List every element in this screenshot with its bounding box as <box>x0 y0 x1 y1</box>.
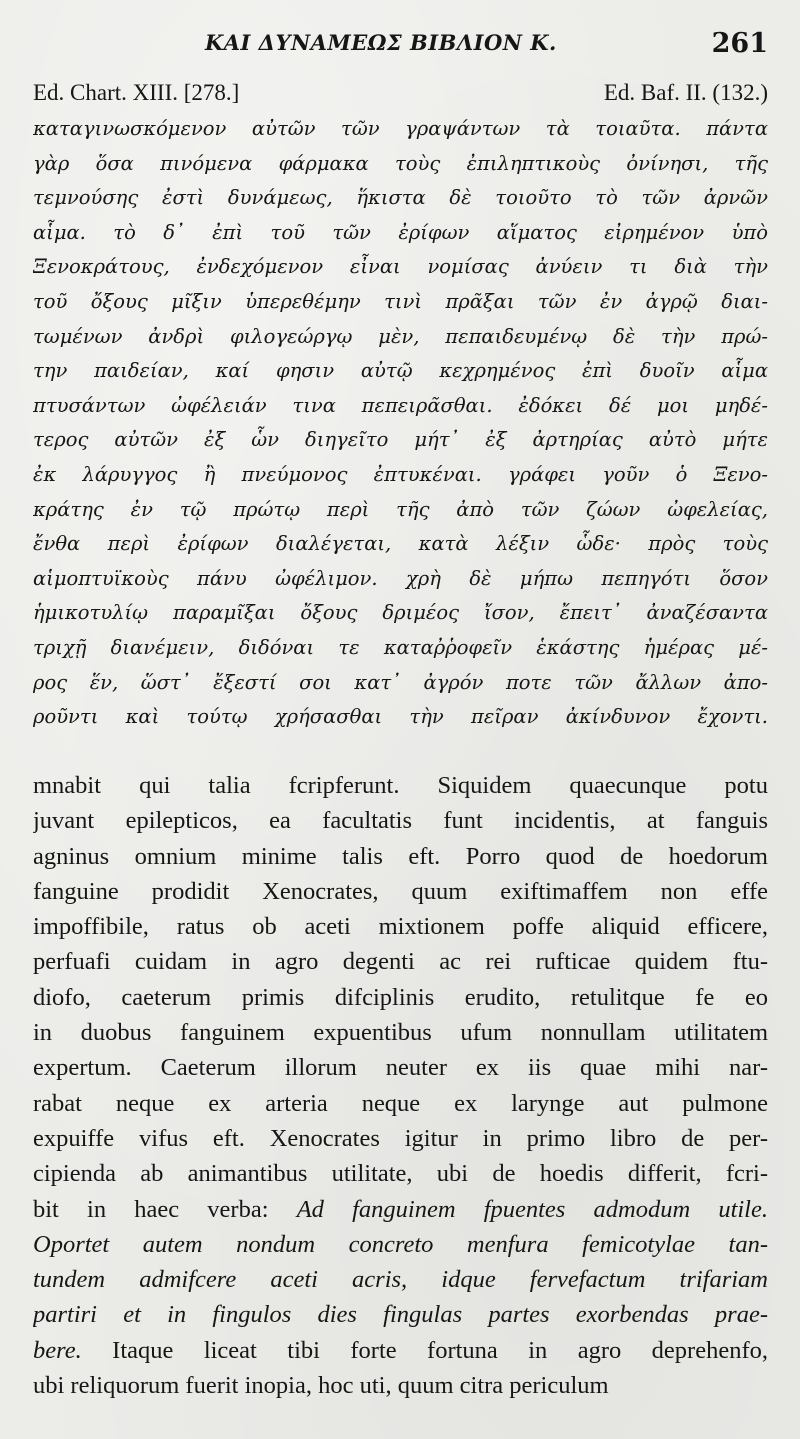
latin-line <box>33 980 768 1015</box>
latin-line <box>33 1156 768 1191</box>
latin-line <box>33 944 768 979</box>
latin-segment: agninus omnium minime talis eft. Porro quod de hoedorum <box>33 842 768 870</box>
greek-line: ἐκ λάρυγγος ἢ πνεύμονος ἐπτυκέναι. γράφει γοῦν ὁ Ξενο- <box>33 462 768 486</box>
greek-line: τωμένων ἀνδρὶ φιλογεώργῳ μὲν, πεπαιδευμένῳ δὲ τὴν πρώ- <box>33 324 768 348</box>
latin-segment: juvant epilepticos, ea facultatis funt incidentis, at fanguis <box>33 807 768 835</box>
latin-line <box>33 839 768 874</box>
greek-line: αἷμα. τὸ δ᾿ ἐπὶ τοῦ τῶν ἐρίφων αἵματος εἰρημένον ὑπὸ <box>33 220 768 244</box>
latin-line <box>33 1050 768 1085</box>
latin-line <box>33 1262 768 1297</box>
latin-italic-segment: tundem admifcere aceti acris, idque fervefactum trifariam <box>33 1266 768 1294</box>
latin-line <box>33 1333 768 1368</box>
greek-line: κράτης ἐν τῷ πρώτῳ περὶ τῆς ἀπὸ τῶν ζώων ὠφελείας, <box>33 497 768 521</box>
latin-segment: diofo, caeterum primis difciplinis erudito, retulitque fe eo <box>33 983 768 1011</box>
latin-segment: impoffibile, ratus ob aceti mixtionem poffe aliquid efficere, <box>33 913 768 941</box>
edition-reference-right: Ed. Baf. II. (132.) <box>603 80 768 105</box>
page-number: 261 <box>711 28 768 59</box>
greek-line: πτυσάντων ὠφέλειάν τινα πεπειρᾶσθαι. ἐδόκει δέ μοι μηδέ- <box>33 393 768 417</box>
latin-line <box>33 768 768 803</box>
latin-segment: expertum. Caeterum illorum neuter ex iis quae mihi nar- <box>33 1054 768 1082</box>
latin-line <box>33 1297 768 1332</box>
latin-line <box>33 909 768 944</box>
latin-segment: fanguine prodidit Xenocrates, quum exiftimaffem non effe <box>33 877 768 905</box>
latin-segment: rabat neque ex arteria neque ex larynge aut pulmone <box>33 1089 768 1117</box>
latin-line <box>33 1015 768 1050</box>
greek-line: Ξενοκράτους, ἐνδεχόμενον εἶναι νομίσας ἀνύειν τι διὰ τὴν <box>33 255 768 279</box>
latin-segment: ubi reliquorum fuerit inopia, hoc uti, quum citra periculum <box>33 1372 609 1400</box>
greek-line: τριχῇ διανέμειν, διδόναι τε καταῤῥοφεῖν ἑκάστης ἡμέρας μέ- <box>33 635 768 659</box>
greek-line: τεμνούσης ἐστὶ δυνάμεως, ἥκιστα δὲ τοιοῦτο τὸ τῶν ἀρνῶν <box>33 186 768 210</box>
latin-segment: in duobus fanguinem expuentibus ufum nonnullam utilitatem <box>33 1019 768 1047</box>
greek-line: αἱμοπτυϊκοὺς πάνυ ὠφέλιμον. χρὴ δὲ μήπω πεπηγότι ὅσον <box>33 566 768 590</box>
greek-line: ἡμικοτυλίῳ παραμῖξαι ὄξους δριμέος ἴσον, ἔπειτ᾿ ἀναζέσαντα <box>33 601 768 625</box>
latin-segment: expuiffe vifus eft. Xenocrates igitur in primo libro de per- <box>33 1124 768 1152</box>
greek-line: τερος αὐτῶν ἐξ ὧν διηγεῖτο μήτ᾿ ἐξ ἀρτηρίας αὐτὸ μήτε <box>33 428 768 452</box>
latin-line <box>33 1227 768 1262</box>
greek-line: την παιδείαν, καί φησιν αὐτῷ κεχρημένος ἐπὶ δυοῖν αἷμα <box>33 359 768 383</box>
latin-text-block <box>33 768 768 1403</box>
latin-italic-segment: bere. <box>33 1336 82 1364</box>
greek-line: τοῦ ὄξους μῖξιν ὑπερεθέμην τινὶ πρᾶξαι τῶν ἐν ἀγρῷ διαι- <box>33 289 768 313</box>
latin-line <box>33 1121 768 1156</box>
latin-line <box>33 1368 768 1403</box>
latin-segment: mnabit qui talia fcripferunt. Siquidem quaecunque potu <box>33 772 768 799</box>
latin-italic-segment: Ad fanguinem fpuentes admodum utile. <box>296 1195 768 1223</box>
greek-line: γὰρ ὅσα πινόμενα φάρμακα τοὺς ἐπιληπτικοὺς ὀνίνησι, τῆς <box>33 151 768 175</box>
latin-segment: cipienda ab animantibus utilitate, ubi de hoedis differit, fcri- <box>33 1160 768 1188</box>
greek-line: ἔνθα περὶ ἐρίφων διαλέγεται, κατὰ λέξιν ὧδε· πρὸς τοὺς <box>33 532 768 556</box>
latin-segment: bit in haec verba: <box>33 1195 297 1223</box>
latin-italic-segment: Oportet autem nondum concreto menfura femicotylae tan- <box>33 1230 768 1258</box>
greek-line: ροῦντι καὶ τούτῳ χρήσασθαι τὴν πεῖραν ἀκίνδυνον ἔχοντι. <box>33 705 768 729</box>
running-head: ΚΑΙ ΔΥΝΑΜΕΩΣ ΒΙΒΛΙΟΝ Κ. <box>205 30 557 55</box>
latin-line <box>33 803 768 838</box>
latin-line <box>33 1192 768 1227</box>
latin-line <box>33 874 768 909</box>
edition-reference-left: Ed. Chart. XIII. [278.] <box>33 80 240 105</box>
greek-text-block <box>33 112 768 735</box>
greek-line: καταγινωσκόμενον αὐτῶν τῶν γραψάντων τὰ τοιαῦτα. πάντα <box>33 117 768 140</box>
latin-line <box>33 1086 768 1121</box>
latin-italic-segment: partiri et in fingulos dies fingulas partes exorbendas prae- <box>33 1301 768 1329</box>
greek-line: ρος ἕν, ὥστ᾿ ἔξεστί σοι κατ᾿ ἀγρόν ποτε τῶν ἄλλων ἀπο- <box>33 670 768 694</box>
latin-segment: Itaque liceat tibi forte fortuna in agro deprehenfo, <box>81 1336 768 1364</box>
latin-segment: perfuafi cuidam in agro degenti ac rei rufticae quidem ftu- <box>33 948 768 976</box>
